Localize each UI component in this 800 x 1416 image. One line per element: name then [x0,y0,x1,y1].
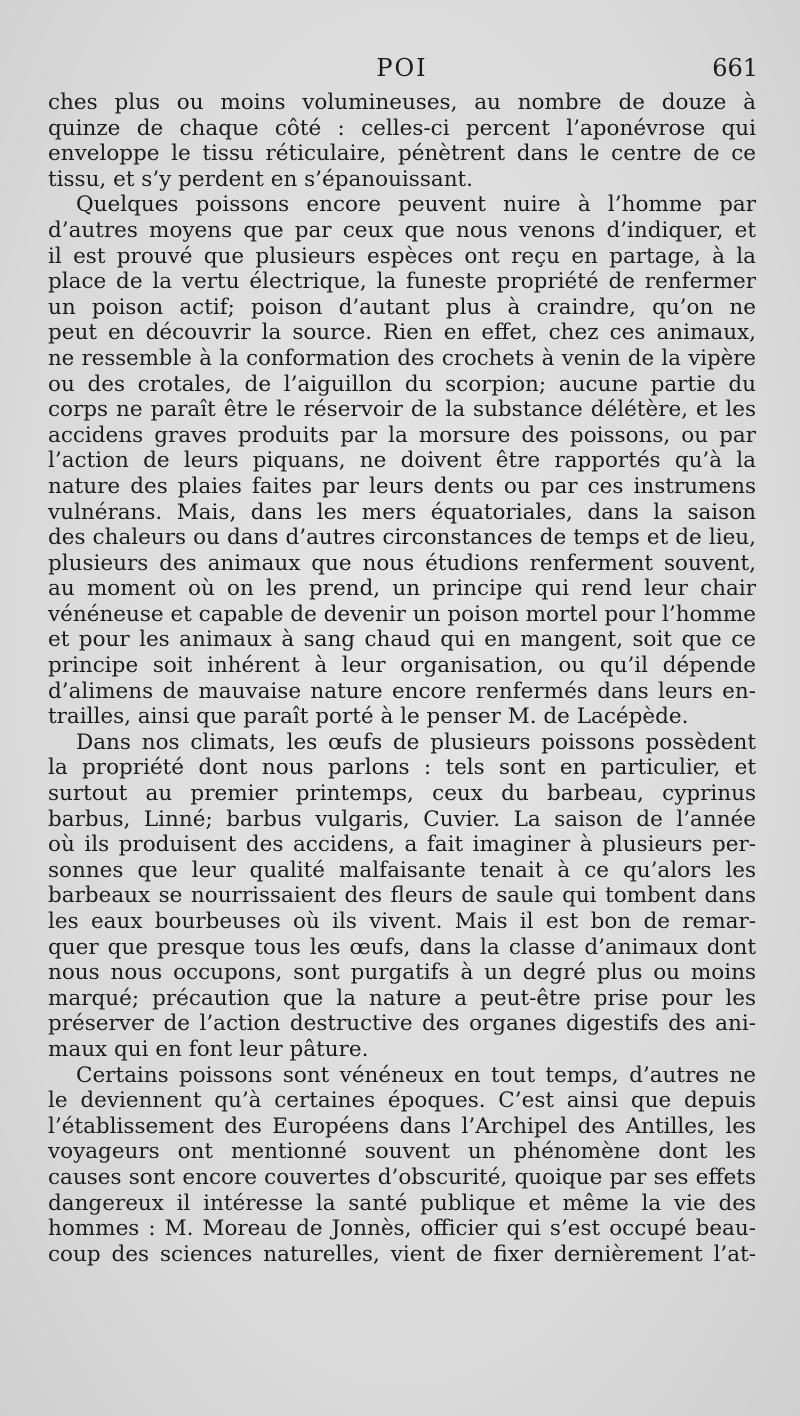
text-line: voyageurs ont mentionné souvent un phénomène dont les [48,1139,756,1165]
text-line: plusieurs des animaux que nous étudions renferment souvent, [48,550,756,576]
text-line: ne ressemble à la conformation des crochets à venin de la vipère [48,345,756,371]
text-line: le deviennent qu’à certaines époques. C’est ainsi que depuis [48,1088,756,1114]
text-line: ches plus ou moins volumineuses, au nombre de douze à [48,90,756,115]
text-line: quinze de chaque côté : celles-ci percent l’aponévrose qui [48,115,756,141]
text-line: barbeaux se nourrissaient des fleurs de saule qui tombent dans [48,883,756,909]
text-line: nature des plaies faites par leurs dents ou par ces instrumens [48,473,756,499]
text-line: tissu, et s’y perdent en s’épanouissant. [48,166,474,192]
text-line: ou des crotales, de l’aiguillon du scorpion; aucune partie du [48,371,756,397]
text-line: dangereux il intéresse la santé publique et même la vie des [48,1190,756,1216]
text-line: enveloppe le tissu réticulaire, pénètrent dans le centre de ce [48,141,756,167]
text-line: sonnes que leur qualité malfaisante tenait à ce qu’alors les [48,857,756,883]
text-line: surtout au premier printemps, ceux du barbeau, cyprinus [48,781,756,807]
text-line: coup des sciences naturelles, vient de fixer dernièrement l’at- [48,1241,756,1267]
text-line: quer que presque tous les œufs, dans la classe d’animaux dont [48,934,756,960]
text-line: maux qui en font leur pâture. [48,1036,369,1062]
text-line: l’établissement des Européens dans l’Archipel des Antilles, les [48,1113,756,1139]
text-line: la propriété dont nous parlons : tels sont en particulier, et [48,755,756,781]
text-line: principe soit inhérent à leur organisation, ou qu’il dépende [48,653,756,679]
text-line: marqué; précaution que la nature a peut-être prise pour les [48,985,756,1011]
text-line: d’alimens de mauvaise nature encore renfermés dans leurs en- [48,678,756,704]
text-line: barbus, Linné; barbus vulgaris, Cuvier. La saison de l’année [48,806,756,832]
text-line: peut en découvrir la source. Rien en effet, chez ces animaux, [48,320,756,346]
text-line: les eaux bourbeuses où ils vivent. Mais il est bon de remar- [48,909,756,934]
text-line: l’action de leurs piquans, ne doivent être rapportés qu’à la [48,448,756,474]
text-line: Dans nos climats, les œufs de plusieurs poissons possèdent [76,729,756,755]
running-head: POI [376,54,428,82]
text-line: nous nous occupons, sont purgatifs à un degré plus ou moins [48,960,756,986]
text-line: où ils produisent des accidens, a fait imaginer à plusieurs per- [48,832,756,858]
text-line: vénéneuse et capable de devenir un poison mortel pour l’homme [48,601,756,627]
text-line: d’autres moyens que par ceux que nous venons d’indiquer, et [48,217,756,243]
text-line: et pour les animaux à sang chaud qui en mangent, soit que ce [48,627,756,653]
text-line: hommes : M. Moreau de Jonnès, officier qui s’est occupé beau- [48,1216,756,1242]
body-text [48,90,756,1267]
text-line: trailles, ainsi que paraît porté à le penser M. de Lacépède. [48,704,689,730]
text-line: Quelques poissons encore peuvent nuire à l’homme par [76,192,756,218]
text-line: place de la vertu électrique, la funeste propriété de renfermer [48,269,756,295]
page-number: 661 [712,54,758,82]
text-line: causes sont encore couvertes d’obscurité, quoique par ses effets [48,1164,756,1190]
text-line: Certains poissons sont vénéneux en tout temps, d’autres ne [76,1062,756,1088]
text-line: corps ne paraît être le réservoir de la substance délétère, et les [48,397,756,423]
text-line: des chaleurs ou dans d’autres circonstances de temps et de lieu, [48,525,756,551]
text-line: au moment où on les prend, un principe qui rend leur chair [48,576,756,602]
page-header [46,54,758,90]
text-line: vulnérans. Mais, dans les mers équatoriales, dans la saison [48,499,756,525]
text-line: préserver de l’action destructive des organes digestifs des ani- [48,1011,756,1037]
text-line: il est prouvé que plusieurs espèces ont reçu en partage, à la [48,243,756,269]
text-line: accidens graves produits par la morsure des poissons, ou par [48,422,756,448]
text-line: un poison actif; poison d’autant plus à craindre, qu’on ne [48,294,756,320]
